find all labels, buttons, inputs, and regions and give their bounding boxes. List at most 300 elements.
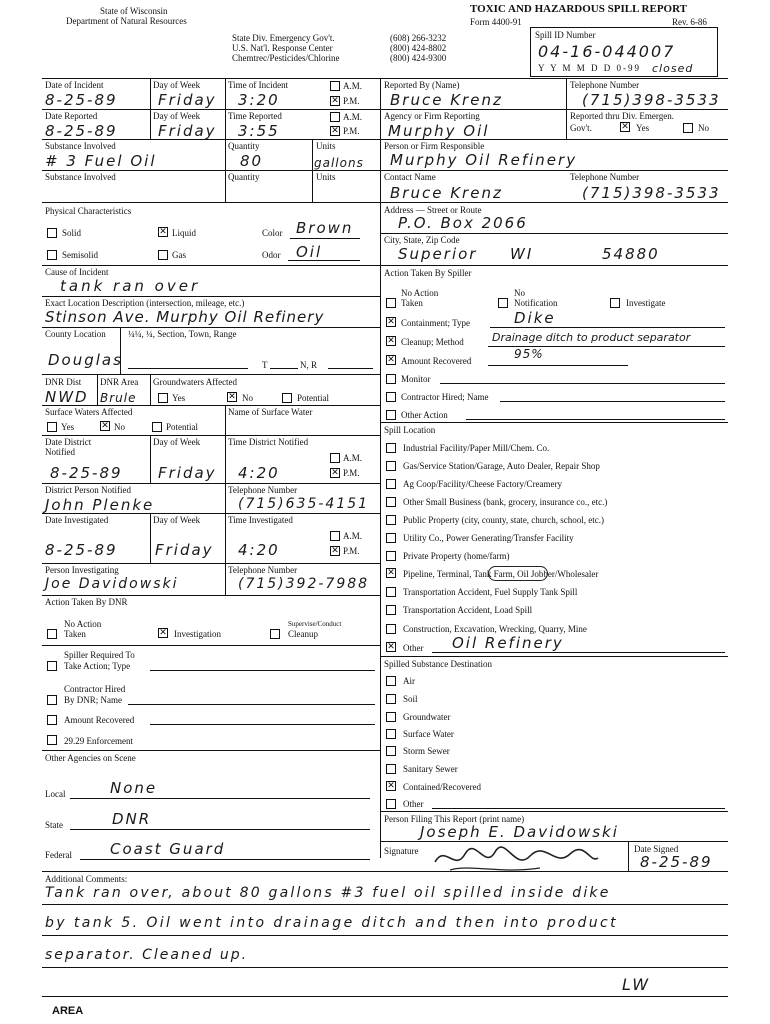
date-signed-value: 8-25-89 (640, 853, 713, 871)
dest-soil-checkbox[interactable] (386, 694, 396, 704)
dnr-no-action-checkbox[interactable] (47, 629, 57, 639)
units-label-2: Units (316, 172, 336, 182)
rule (42, 750, 380, 751)
contact-line-3: Chemtrec/Pesticides/Chlorine (232, 53, 340, 63)
loc-construction-label: Construction, Excavation, Wrecking, Quarry, Mine (403, 624, 587, 634)
rule (42, 170, 380, 171)
rule (380, 656, 728, 657)
rule (380, 139, 728, 140)
rule (42, 967, 728, 968)
loc-other-label: Other (403, 643, 424, 653)
am-label: A.M. (343, 81, 363, 91)
date-incident-label: Date of Incident (45, 80, 104, 90)
supervise-label: Supervise/Conduct (288, 620, 342, 628)
spiller-no-action-label: No Action (401, 288, 439, 298)
cause-value: tank ran over (60, 277, 201, 295)
filing-label: Person Filing This Report (print name) (384, 814, 525, 824)
rule (380, 109, 728, 110)
am-checkbox-4[interactable] (330, 531, 340, 541)
reported-phone-label: Telephone Number (570, 80, 640, 90)
gw-no-label: No (242, 393, 253, 403)
notification-label: Notification (514, 298, 558, 308)
person-investigating-label: Person Investigating (45, 565, 119, 575)
thru-yes-checkbox[interactable] (620, 122, 630, 132)
physical-label: Physical Characteristics (45, 206, 132, 216)
sw-yes-checkbox[interactable] (47, 422, 57, 432)
rule (312, 139, 313, 202)
area-label: AREA (52, 1005, 84, 1017)
solid-checkbox[interactable] (47, 228, 57, 238)
substance-value: # 3 Fuel Oil (45, 152, 157, 170)
dest-air-checkbox[interactable] (386, 676, 396, 686)
rule (150, 78, 151, 139)
loc-other-checkbox[interactable] (386, 642, 396, 652)
district-person-label: District Person Notified (45, 485, 131, 495)
rule (42, 374, 380, 375)
time-reported-label: Time Reported (228, 111, 282, 121)
day-label: Day of Week (153, 80, 201, 90)
investigator-phone-value: (715)392-7988 (238, 576, 370, 592)
loc-construction-checkbox[interactable] (386, 624, 396, 634)
thru-no-checkbox[interactable] (683, 123, 693, 133)
am-label-2: A.M. (343, 112, 363, 122)
rule (150, 724, 375, 725)
date-investigated-label: Date Investigated (45, 515, 109, 525)
loc-transport-load-label: Transportation Accident, Load Spill (403, 605, 533, 615)
pm-label-3: P.M. (343, 468, 360, 478)
spill-id-value: 04-16-044007 (538, 42, 676, 61)
pm-checkbox-4[interactable] (330, 546, 340, 556)
cleanup-method-checkbox[interactable] (386, 336, 396, 346)
federal-label: Federal (45, 850, 72, 860)
spiller-taken-label: Taken (401, 298, 423, 308)
day-label-2: Day of Week (153, 111, 201, 121)
form-revision: Rev. 6-86 (672, 17, 707, 27)
investigator-phone-label: Telephone Number (228, 565, 298, 575)
dnr-dist-label: DNR Dist (45, 377, 82, 387)
district-phone-value: (715)635-4151 (238, 496, 370, 512)
thru-yes-label: Yes (636, 123, 650, 133)
investigate-label: Investigate (626, 298, 666, 308)
spill-id-format: Y Y M M D D 0-99 (538, 63, 641, 73)
govt-label: Gov't. (570, 123, 592, 133)
gw-potential-checkbox[interactable] (282, 393, 292, 403)
district-phone-label: Telephone Number (228, 485, 298, 495)
time-district-label: Time District Notified (228, 437, 309, 447)
odor-label: Odor (262, 250, 281, 260)
liquid-label: Liquid (172, 228, 196, 238)
contact-line-1: State Div. Emergency Gov't. (232, 33, 335, 43)
local-label: Local (45, 789, 66, 799)
county-label: County Location (45, 329, 106, 339)
rule (42, 265, 380, 266)
time-investigated-value: 4:20 (238, 541, 280, 559)
county-value: Douglas (48, 351, 123, 369)
loc-gas-label: Gas/Service Station/Garage, Auto Dealer, Repair Shop (403, 461, 600, 471)
am-checkbox-2[interactable] (330, 112, 340, 122)
rule (42, 904, 728, 905)
rule (128, 368, 248, 369)
gw-no-checkbox[interactable] (227, 392, 237, 402)
rule (432, 652, 725, 653)
reported-by-label: Reported By (Name) (384, 80, 460, 90)
rule (380, 422, 728, 423)
time-investigated-label: Time Investigated (228, 515, 293, 525)
sw-yes-label: Yes (61, 422, 75, 432)
contractor-spiller-label: Contractor Hired; Name (401, 392, 489, 402)
address-value: P.O. Box 2066 (398, 214, 528, 232)
rule (42, 595, 380, 596)
units-label: Units (316, 141, 336, 151)
dest-other-label: Other (403, 799, 424, 809)
rule (432, 808, 725, 809)
rule (380, 170, 728, 171)
initials: LW (622, 975, 651, 994)
dest-soil-label: Soil (403, 694, 418, 704)
take-action-label: Take Action; Type (64, 661, 131, 671)
cause-label: Cause of Incident (45, 267, 109, 277)
am-checkbox-3[interactable] (330, 453, 340, 463)
date-district-label: Date District Notified (45, 437, 92, 457)
dest-groundwater-label: Groundwater (403, 712, 451, 722)
rule (42, 513, 380, 514)
am-checkbox[interactable] (330, 81, 340, 91)
dest-storm-label: Storm Sewer (403, 746, 450, 756)
substance-label-2: Substance Involved (45, 172, 116, 182)
destination-label: Spilled Substance Destination (384, 659, 492, 669)
loc-gas-checkbox[interactable] (386, 461, 396, 471)
am-label-4: A.M. (343, 531, 363, 541)
state-code-value: WI (510, 245, 534, 263)
contractor-hired-label: Contractor Hired (64, 684, 126, 694)
rule (440, 383, 725, 384)
rule (42, 996, 728, 997)
dest-sanitary-label: Sanitary Sewer (403, 764, 458, 774)
sw-no-checkbox[interactable] (100, 421, 110, 431)
semisolid-checkbox[interactable] (47, 250, 57, 260)
thru-label: Reported thru Div. Emergen. (570, 111, 674, 121)
date-investigated-value: 8-25-89 (45, 541, 118, 559)
day-label-3: Day of Week (153, 437, 201, 447)
form-number: Form 4400-91 (470, 17, 522, 27)
rule (97, 374, 98, 405)
units-value: gallons (314, 156, 364, 170)
rule (328, 368, 373, 369)
rule (42, 405, 380, 406)
rule (490, 327, 725, 328)
signature-label: Signature (384, 846, 419, 856)
signature-mark (430, 842, 600, 882)
loc-utility-label: Utility Co., Power Generating/Transfer Facility (403, 533, 574, 543)
gas-checkbox[interactable] (158, 250, 168, 260)
state-heading: State of Wisconsin (100, 6, 168, 16)
date-reported-label: Date Reported (45, 111, 98, 121)
loc-pipeline-checkbox[interactable] (386, 568, 396, 578)
rule (628, 841, 629, 871)
day-reported-value: Friday (158, 122, 217, 140)
other-action-label: Other Action (401, 410, 448, 420)
location-value: Stinson Ave. Murphy Oil Refinery (45, 308, 325, 326)
loc-transport-fuel-checkbox[interactable] (386, 587, 396, 597)
dest-surface-checkbox[interactable] (386, 729, 396, 739)
reported-by-value: Bruce Krenz (390, 91, 503, 109)
investigation-label: Investigation (174, 629, 221, 639)
dnr-dist-value: NWD (45, 388, 89, 406)
quantity-value: 80 (240, 152, 264, 170)
agency-label: Agency or Firm Reporting (384, 111, 480, 121)
dnr-amount-recovered-checkbox[interactable] (47, 715, 57, 725)
loc-ag-checkbox[interactable] (386, 479, 396, 489)
district-person-value: John Plenke (45, 496, 155, 514)
rule (290, 238, 360, 239)
liquid-checkbox[interactable] (158, 227, 168, 237)
date-reported-value: 8-25-89 (45, 122, 118, 140)
pm-label-4: P.M. (343, 546, 360, 556)
monitor-checkbox[interactable] (386, 374, 396, 384)
phone-line-2: (800) 424-8802 (390, 43, 447, 53)
loc-other-value: Oil Refinery (452, 634, 564, 652)
date-signed-label: Date Signed (634, 844, 679, 854)
center-divider (380, 78, 381, 858)
location-label: Exact Location Description (intersection, mileage, etc.) (45, 298, 245, 308)
dnr-amount-recovered-label: Amount Recovered (64, 715, 135, 725)
agency-value: Murphy Oil (388, 122, 490, 140)
semisolid-label: Semisolid (62, 250, 99, 260)
rule (128, 704, 375, 705)
rule (42, 139, 380, 140)
containment-checkbox[interactable] (386, 317, 396, 327)
form-title: TOXIC AND HAZARDOUS SPILL REPORT (470, 3, 688, 15)
rule (42, 327, 380, 328)
rule (42, 435, 380, 436)
am-label-3: A.M. (343, 453, 363, 463)
loc-private-checkbox[interactable] (386, 551, 396, 561)
dnr-area-value: Brule (100, 391, 137, 405)
date-district-value: 8-25-89 (50, 464, 123, 482)
day-district-value: Friday (158, 464, 217, 482)
rule (380, 202, 728, 203)
section-label: ¼¼, ¼, Section, Town, Range (128, 329, 237, 339)
spiller-amount-checkbox[interactable] (386, 355, 396, 365)
cleanup-method-value: Drainage ditch to product separator (492, 331, 691, 344)
loc-pipeline-label: Pipeline, Terminal, Tank Farm, Oil Jobber/Wholesaler (403, 569, 599, 579)
dest-sanitary-checkbox[interactable] (386, 764, 396, 774)
rule (225, 563, 226, 595)
rule (42, 645, 380, 646)
loc-public-label: Public Property (city, county, state, church, school, etc.) (403, 515, 605, 525)
spiller-required-label: Spiller Required To (64, 650, 135, 660)
other-agencies-label: Other Agencies on Scene (45, 753, 136, 763)
loc-smallbiz-checkbox[interactable] (386, 497, 396, 507)
dest-air-label: Air (403, 676, 415, 686)
comments-label: Additional Comments: (45, 874, 128, 884)
reported-phone-value: (715)398-3533 (582, 91, 721, 109)
rule (80, 859, 370, 860)
investigate-checkbox[interactable] (610, 298, 620, 308)
dnr-no-action-label: No Action (64, 619, 102, 629)
rule (150, 374, 151, 405)
rule (466, 419, 725, 420)
investigation-checkbox[interactable] (158, 628, 168, 638)
rule (70, 798, 370, 799)
closed-note: closed (652, 62, 694, 75)
loc-private-label: Private Property (home/farm) (403, 551, 510, 561)
thru-no-label: No (698, 123, 709, 133)
contact-value: Bruce Krenz (390, 184, 503, 202)
notification-checkbox[interactable] (498, 298, 508, 308)
contact-phone-label: Telephone Number (570, 172, 640, 182)
dnr-taken-label: Taken (64, 629, 86, 639)
dest-contained-label: Contained/Recovered (403, 782, 481, 792)
pm-label-2: P.M. (343, 126, 360, 136)
spiller-amount-label: Amount Recovered (401, 356, 472, 366)
comment-line-2: by tank 5. Oil went into drainage ditch and then into product (45, 915, 619, 931)
gw-potential-label: Potential (297, 393, 329, 403)
comment-line-1: Tank ran over, about 80 gallons #3 fuel oil spilled inside dike (45, 885, 611, 901)
solid-label: Solid (62, 228, 82, 238)
sw-potential-label: Potential (166, 422, 198, 432)
tank-farm-circle (488, 566, 548, 581)
rule (150, 513, 151, 563)
township-t: T (262, 360, 268, 370)
rule (42, 935, 728, 936)
rule (150, 670, 375, 671)
rule (380, 265, 728, 266)
monitor-label: Monitor (401, 374, 431, 384)
phone-line-3: (800) 424-9300 (390, 53, 447, 63)
quantity-label: Quantity (228, 141, 260, 151)
rule (225, 78, 226, 202)
zip-value: 54880 (602, 245, 660, 263)
groundwater-label: Groundwaters Affected (153, 377, 238, 387)
time-district-value: 4:20 (238, 464, 280, 482)
spiller-required-checkbox[interactable] (47, 661, 57, 671)
pm-label: P.M. (343, 96, 360, 106)
contact-line-2: U.S. Nat'l. Response Center (232, 43, 333, 53)
rule (500, 401, 725, 402)
rule (380, 811, 728, 812)
dept-heading: Department of Natural Resources (66, 16, 187, 26)
loc-industrial-label: Industrial Facility/Paper Mill/Chem. Co. (403, 443, 550, 453)
pm-checkbox[interactable] (330, 96, 340, 106)
enforcement-checkbox[interactable] (47, 735, 57, 745)
loc-transport-fuel-label: Transportation Accident, Fuel Supply Tank Spill (403, 587, 578, 597)
rule (70, 829, 370, 830)
containment-type-value: Dike (514, 309, 556, 327)
local-value: None (110, 779, 158, 797)
rule (225, 405, 226, 563)
contractor-spiller-checkbox[interactable] (386, 392, 396, 402)
gas-label: Gas (172, 250, 186, 260)
city-label: City, State, Zip Code (384, 235, 460, 245)
rule (488, 365, 628, 366)
surface-name-label: Name of Surface Water (228, 407, 313, 417)
rule (42, 202, 380, 203)
dest-other-checkbox[interactable] (386, 799, 396, 809)
dest-groundwater-checkbox[interactable] (386, 712, 396, 722)
sw-no-label: No (114, 422, 125, 432)
odor-value: Oil (296, 243, 323, 261)
top-rule (42, 78, 728, 79)
loc-ag-label: Ag Coop/Facility/Cheese Factory/Creamery (403, 479, 562, 489)
comment-line-3: separator. Cleaned up. (45, 947, 249, 963)
loc-utility-checkbox[interactable] (386, 533, 396, 543)
day-investigated-value: Friday (155, 541, 214, 559)
spill-id-label: Spill ID Number (535, 30, 596, 40)
phone-line-1: (608) 266-3232 (390, 33, 447, 43)
rule (42, 563, 380, 564)
spiller-no-action-checkbox[interactable] (386, 298, 396, 308)
township-nr: N, R (300, 360, 318, 370)
rule (150, 435, 151, 483)
time-reported-value: 3:55 (238, 122, 280, 140)
color-label: Color (262, 228, 283, 238)
gw-yes-checkbox[interactable] (158, 393, 168, 403)
enforcement-label: 29.29 Enforcement (64, 736, 133, 746)
pm-checkbox-2[interactable] (330, 126, 340, 136)
contact-label: Contact Name (384, 172, 436, 182)
dnr-area-label: DNR Area (100, 377, 139, 387)
federal-value: Coast Guard (110, 840, 226, 858)
address-label: Address — Street or Route (384, 205, 482, 215)
color-value: Brown (296, 219, 354, 237)
person-responsible-value: Murphy Oil Refinery (390, 151, 578, 169)
rule (42, 109, 380, 110)
loc-industrial-checkbox[interactable] (386, 443, 396, 453)
day-incident-value: Friday (158, 91, 217, 109)
loc-public-checkbox[interactable] (386, 515, 396, 525)
rule (270, 368, 298, 369)
day-label-4: Day of Week (153, 515, 201, 525)
person-investigating-value: Joe Davidowski (45, 576, 179, 592)
action-dnr-label: Action Taken By DNR (45, 597, 128, 607)
pm-checkbox-3[interactable] (330, 468, 340, 478)
cleanup-method-label: Cleanup; Method (401, 337, 464, 347)
other-action-checkbox[interactable] (386, 410, 396, 420)
time-incident-label: Time of Incident (228, 80, 289, 90)
surface-label: Surface Waters Affected (45, 407, 133, 417)
gw-yes-label: Yes (172, 393, 186, 403)
contact-phone-value: (715)398-3533 (582, 184, 721, 202)
date-incident-value: 8-25-89 (45, 91, 118, 109)
rule (42, 871, 728, 872)
loc-smallbiz-label: Other Small Business (bank, grocery, insurance co., etc.) (403, 497, 608, 507)
state-label: State (45, 820, 63, 830)
action-spiller-label: Action Taken By Spiller (384, 268, 472, 278)
rule (120, 327, 121, 374)
quantity-label-2: Quantity (228, 172, 260, 182)
contractor-dnr-checkbox[interactable] (47, 695, 57, 705)
filer-value: Joseph E. Davidowski (420, 823, 619, 841)
state-value: DNR (112, 810, 152, 828)
spill-location-label: Spill Location (384, 425, 436, 435)
sw-potential-checkbox[interactable] (152, 422, 162, 432)
rule (42, 296, 380, 297)
dest-contained-checkbox[interactable] (386, 781, 396, 791)
spiller-no-label: No (514, 288, 525, 298)
cleanup-checkbox[interactable] (270, 629, 280, 639)
city-value: Superior (398, 245, 478, 263)
rule (42, 483, 380, 484)
substance-label: Substance Involved (45, 141, 116, 151)
time-incident-value: 3:20 (238, 91, 280, 109)
loc-transport-load-checkbox[interactable] (386, 605, 396, 615)
person-responsible-label: Person or Firm Responsible (384, 141, 485, 151)
spiller-amount-value: 95% (514, 347, 544, 361)
cleanup-label: Cleanup (288, 629, 318, 639)
dest-storm-checkbox[interactable] (386, 746, 396, 756)
rule (380, 233, 728, 234)
